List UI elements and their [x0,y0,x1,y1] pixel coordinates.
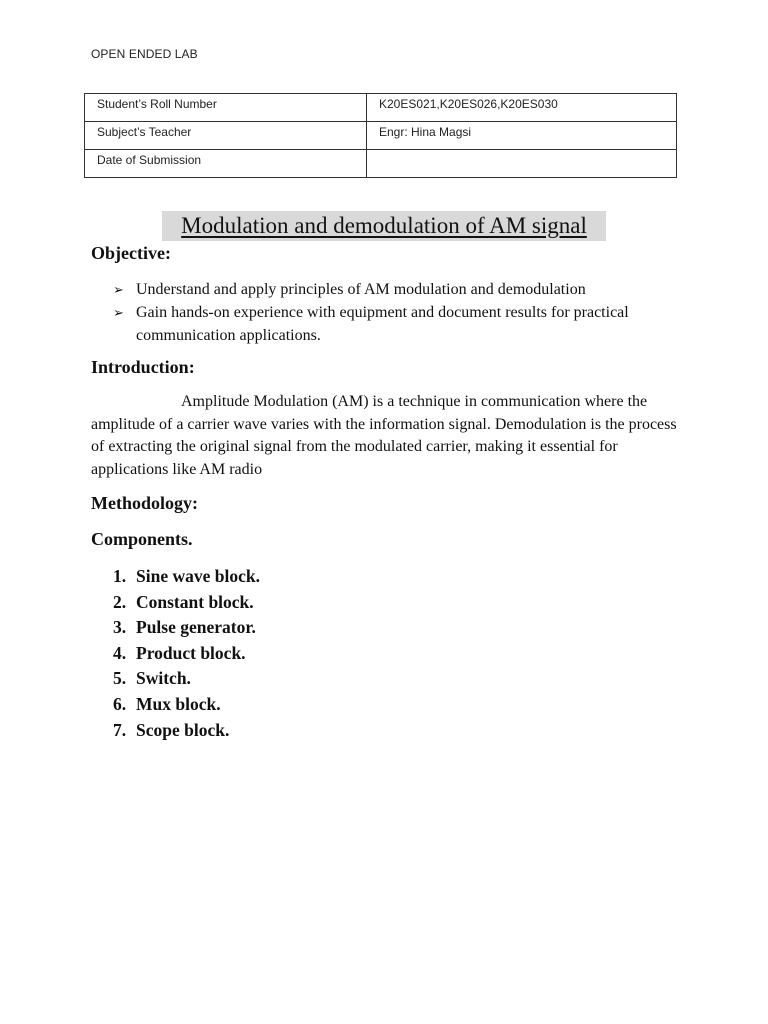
list-item: 5. Switch. [113,668,191,689]
objective-heading: Objective: [91,243,171,263]
objective-list [113,278,693,347]
document-title: Modulation and demodulation of AM signal [162,211,606,241]
submission-date-label: Date of Submission [85,150,367,178]
list-item [113,301,693,347]
table-row [85,94,677,122]
list-item [113,278,693,301]
list-item: 4. Product block. [113,642,246,663]
list-item: 3. Pulse generator. [113,617,256,638]
components-heading: Components. [91,529,193,549]
components-list [113,564,260,743]
list-item: 1. Sine wave block. [113,566,260,586]
table-row [85,122,677,150]
page-header: OPEN ENDED LAB [91,47,198,61]
list-item: 7. Scope block. [113,719,230,740]
teacher-label: Subject’s Teacher [85,122,367,150]
info-table [84,93,677,178]
teacher-value: Engr: Hina Magsi [367,122,677,150]
roll-number-label: Student’s Roll Number [85,94,367,122]
roll-number-value: K20ES021,K20ES026,K20ES030 [367,94,677,122]
arrow-bullet-icon: ➢ [113,305,124,320]
list-item: 6. Mux block. [113,693,221,714]
introduction-heading: Introduction: [91,357,195,377]
arrow-bullet-icon: ➢ [113,282,124,297]
submission-date-value [367,150,677,178]
introduction-paragraph: Amplitude Modulation (AM) is a technique in communication where the amplitude of a carrier wave varies with the information signal. Demodulation is the process of extracting the original signal from the modulated carrier, making it essential for applications like AM radio [91,393,677,478]
methodology-heading: Methodology: [91,493,198,513]
list-item-text: Understand and apply principles of AM modulation and demodulation [136,281,586,298]
list-item-text: Gain hands-on experience with equipment and document results for practical communication applications. [136,304,629,344]
list-item: 2. Constant block. [113,591,254,612]
table-row [85,150,677,178]
